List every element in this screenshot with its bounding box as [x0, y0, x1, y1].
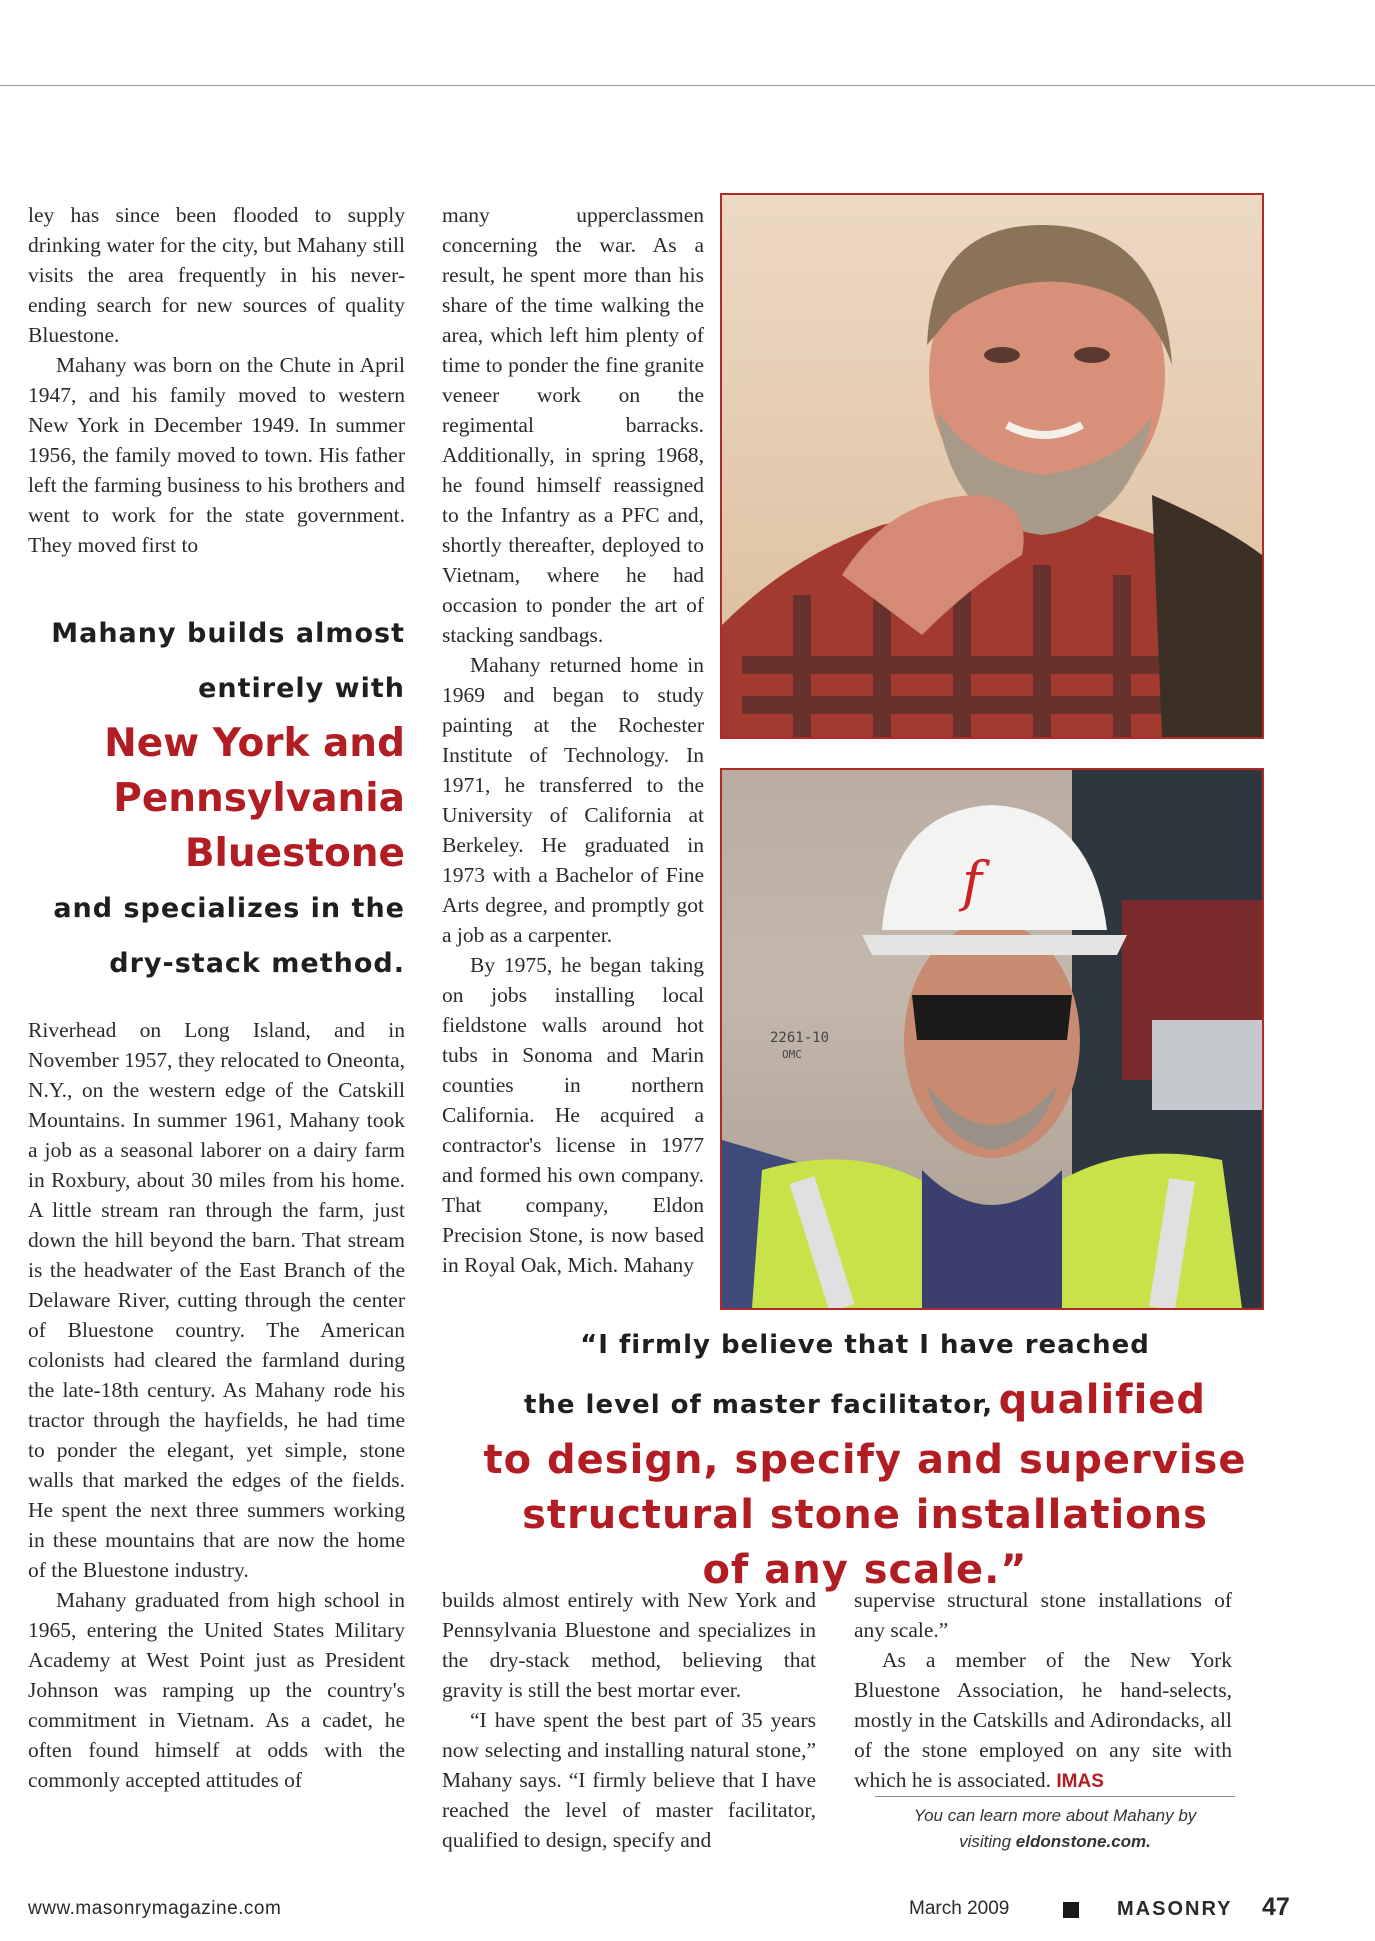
paragraph: Mahany was born on the Chute in April 1947, and his family moved to western New York in December 1949. In summer 1956, the family moved to town. His father left the farming business to his brothers and went to work for the state government. They moved first to	[28, 353, 405, 557]
svg-text:f: f	[962, 850, 982, 913]
website-link[interactable]: eldonstone.com.	[1015, 1832, 1151, 1851]
end-mark: IMAS	[1056, 1771, 1104, 1792]
pull-quote-highlight: of any scale.”	[702, 1547, 1028, 1593]
footer-square-icon	[1063, 1902, 1079, 1918]
paragraph: Riverhead on Long Island, and in November 1957, they relocated to Oneonta, N.Y., on the western edge of the Catskill Mountains. In summer 1961, Mahany took a job as a seasonal laborer on a dairy farm in Roxbury, about 30 miles from his home. A little stream ran through the farm, just down the hill beyond the barn. That stream is the headwater of the East Branch of the Delaware River, cutting through the center of Bluestone country. The American colonists had cleared the farmland during the late-18th century. As Mahany rode his tractor through the hayfields, he had time to ponder the elegant, yet simple, stone walls that marked the edges of the fields. He spent the next three summers working in these mountains that are now the home of the Bluestone industry.	[28, 1018, 405, 1582]
header-rule	[0, 85, 1375, 86]
pull-quote-2	[430, 1318, 1300, 1598]
portrait-illustration	[722, 770, 1262, 1308]
paragraph: ley has since been flooded to supply drinking water for the city, but Mahany still visits the area frequently in his never-ending search for new sources of quality Bluestone.	[28, 203, 405, 347]
pull-quote-highlight: Pennsylvania	[113, 776, 405, 821]
pull-quote-line: entirely with	[198, 673, 405, 704]
page-number: 47	[1262, 1893, 1290, 1921]
paragraph	[854, 1645, 1232, 1797]
article-credit	[875, 1796, 1235, 1855]
wall-marking-code: OMC	[782, 1048, 802, 1061]
paragraph: “I have spent the best part of 35 years now selecting and installing natural stone,” Mahany says. “I firmly believe that I have reached the level of master facilitator, qualified to design, specify and	[442, 1708, 816, 1852]
wall-marking-code: 2261-10	[770, 1030, 830, 1046]
pull-quote-highlight: to design, specify and supervise	[483, 1437, 1247, 1483]
footer-magazine-name: MASONRY	[1117, 1898, 1233, 1920]
pull-quote-line: “I firmly believe that I have reached	[580, 1330, 1150, 1360]
article-column-1-bottom	[28, 1015, 405, 1795]
article-column-3	[442, 1585, 816, 1855]
pull-quote-highlight: qualified	[998, 1377, 1207, 1423]
article-column-4	[854, 1585, 1232, 1797]
paragraph: By 1975, he began taking on jobs installing local fieldstone walls around hot tubs in Sonoma and Marin counties in northern California. He acquired a contractor's license in 1977 and formed his own company. That company, Eldon Precision Stone, is now based in Royal Oak, Mich. Mahany	[442, 953, 704, 1277]
article-column-2	[442, 200, 704, 1280]
footer-issue-date: March 2009	[909, 1898, 1010, 1919]
portrait-illustration	[722, 195, 1262, 737]
paragraph: supervise structural stone installations of any scale.”	[854, 1588, 1232, 1642]
credit-line: visiting	[959, 1832, 1016, 1851]
paragraph: builds almost entirely with New York and Pennsylvania Bluestone and specializes in the dry-stack method, believing that gravity is still the best mortar ever.	[442, 1588, 816, 1702]
paragraph: many upperclassmen concerning the war. As a result, he spent more than his share of the time walking the area, which left him plenty of time to ponder the fine granite veneer work on the regimental barracks. Additionally, in spring 1968, he found himself reassigned to the Infantry as a PFC and, shortly thereafter, deployed to Vietnam, where he had occasion to ponder the art of stacking sandbags.	[442, 203, 704, 647]
article-column-1-top	[28, 200, 405, 560]
pull-quote-highlight: New York and	[104, 721, 405, 766]
portrait-photo-hardhat	[720, 768, 1264, 1310]
credit-line: You can learn more about Mahany by	[913, 1806, 1197, 1825]
paragraph: Mahany returned home in 1969 and began to study painting at the Rochester Institute of Technology. In 1971, he transferred to the University of California at Berkeley. He graduated in 1973 with a Bachelor of Fine Arts degree, and promptly got a job as a carpenter.	[442, 653, 704, 947]
pull-quote-1	[28, 606, 405, 991]
pull-quote-highlight: structural stone installations	[522, 1492, 1208, 1538]
pull-quote-highlight: Bluestone	[184, 831, 405, 876]
footer-website[interactable]: www.masonrymagazine.com	[28, 1898, 282, 1919]
pull-quote-line: Mahany builds almost	[51, 618, 405, 649]
paragraph: Mahany graduated from high school in 1965, entering the United States Military Academy at West Point just as President Johnson was ramping up the country's commitment in Vietnam. As a cadet, he often found himself at odds with the commonly accepted attitudes of	[28, 1588, 405, 1792]
pull-quote-line: the level of master facilitator,	[523, 1390, 994, 1420]
paragraph-text: As a member of the New York Bluestone Association, he hand-selects, mostly in the Catskills and Adirondacks, all of the stone employed on any site with which he is associated.	[854, 1648, 1232, 1792]
pull-quote-line: and specializes in the	[53, 893, 405, 924]
pull-quote-line: dry-stack method.	[109, 948, 405, 979]
portrait-photo-thinking	[720, 193, 1264, 739]
